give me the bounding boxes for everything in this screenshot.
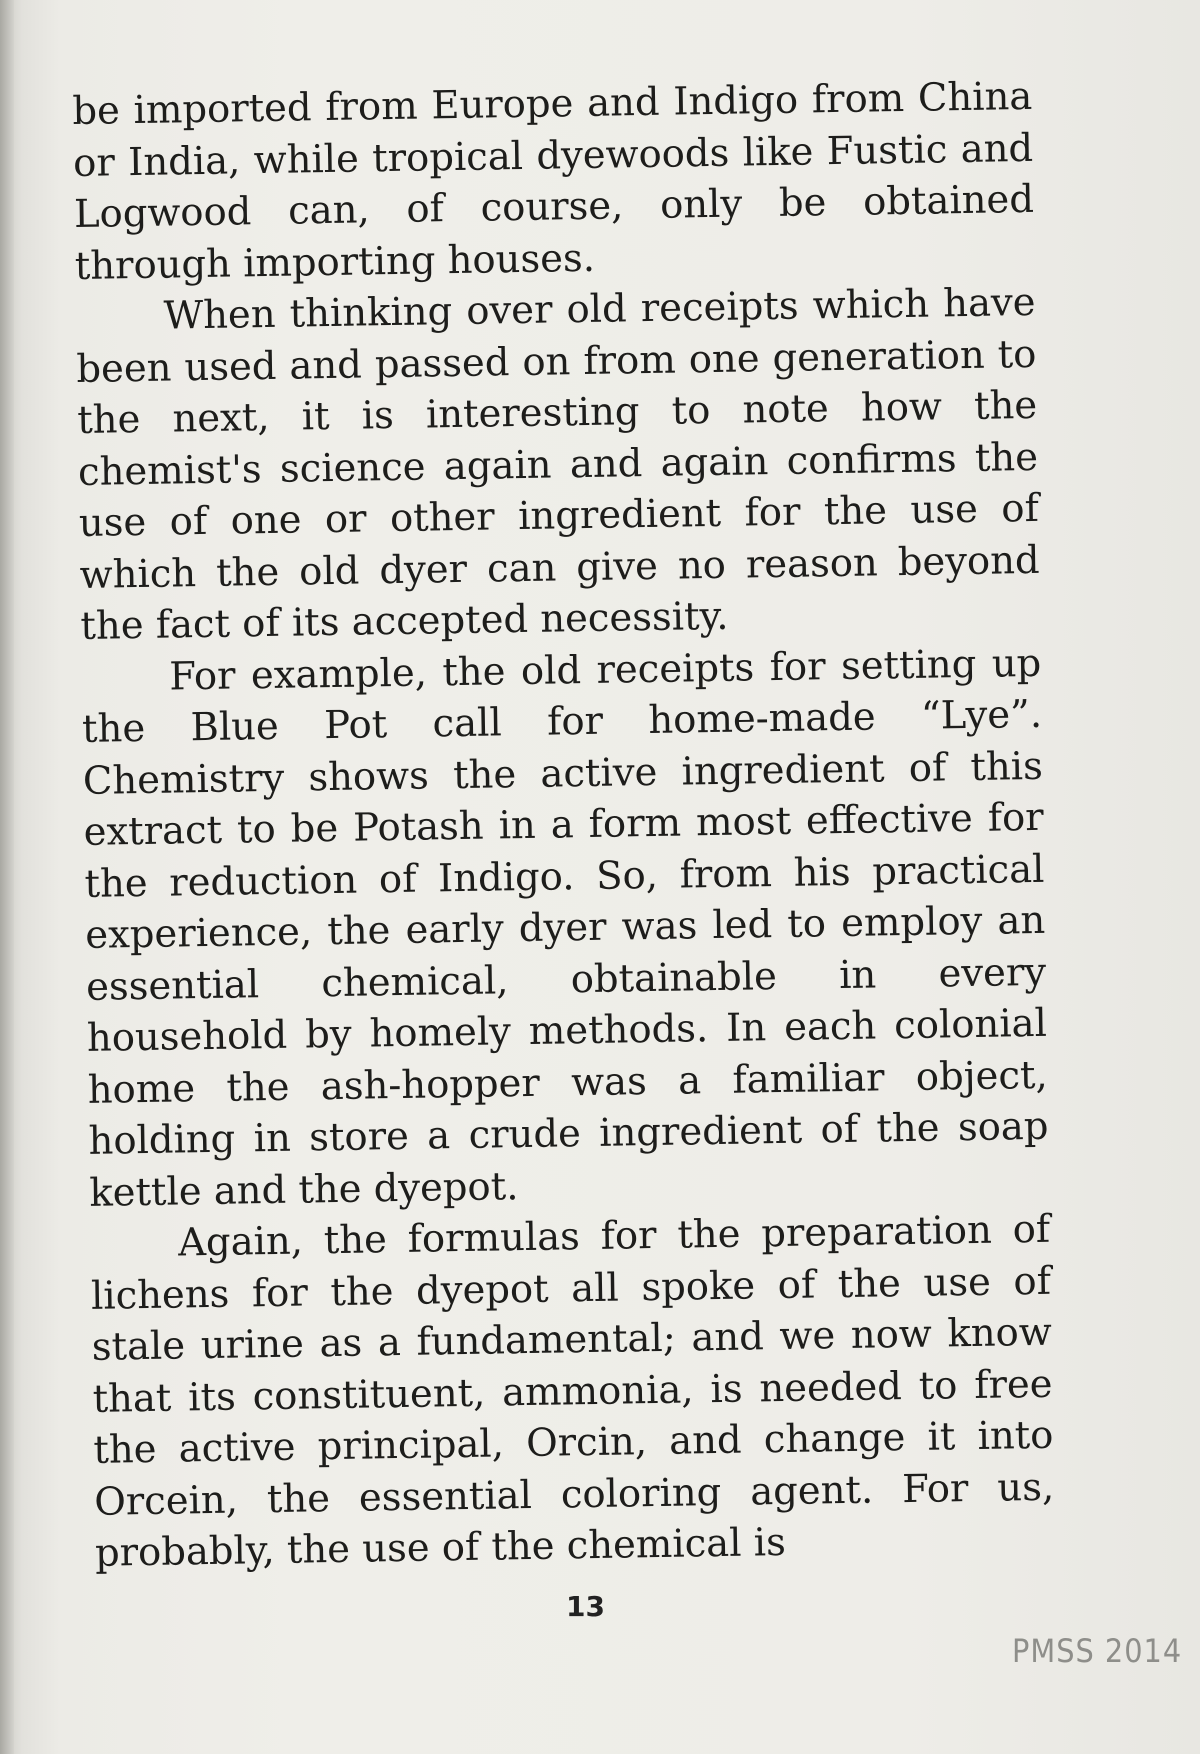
- page-gutter-shadow: [0, 0, 14, 1754]
- page-number: 13: [566, 1590, 605, 1623]
- paragraph-3: For example, the old receipts for setting up the Blue Pot call for home-made “Lye”. Chemistry shows the active ingredient of this extract to be Potash in a form most effective for the reduction of Indigo. So, from his practical experience, the early dyer was led to employ an essential chemical, obtainable in every household by homely methods. In each colonial home the ash-hopper was a familiar object, holding in store a crude ingredient of the soap kettle and the dyepot.: [81, 640, 1049, 1216]
- body-text: [72, 71, 1055, 1579]
- paragraph-2: When thinking over old receipts which have been used and passed on from one generation to the next, it is interesting to note how the chemist's science again and again confirms the use of one or other ingredient for the use of which the old dyer can give no reason beyond the fact of its accepted necessity.: [76, 279, 1040, 649]
- paragraph-4: Again, the formulas for the preparation of lichens for the dyepot all spoke of the use of stale urine as a fundamental; and we now know that its constituent, ammonia, is needed to free the active principal, Orcin, and change it into Orcein, the essential coloring agent. For us, probably, the use of the chemical is: [90, 1206, 1055, 1576]
- paragraph-1: be imported from Europe and Indigo from China or India, while tropical dyewoods like Fustic and Logwood can, of course, only be obtained through importing houses.: [72, 73, 1035, 289]
- watermark: PMSS 2014: [1012, 1632, 1183, 1670]
